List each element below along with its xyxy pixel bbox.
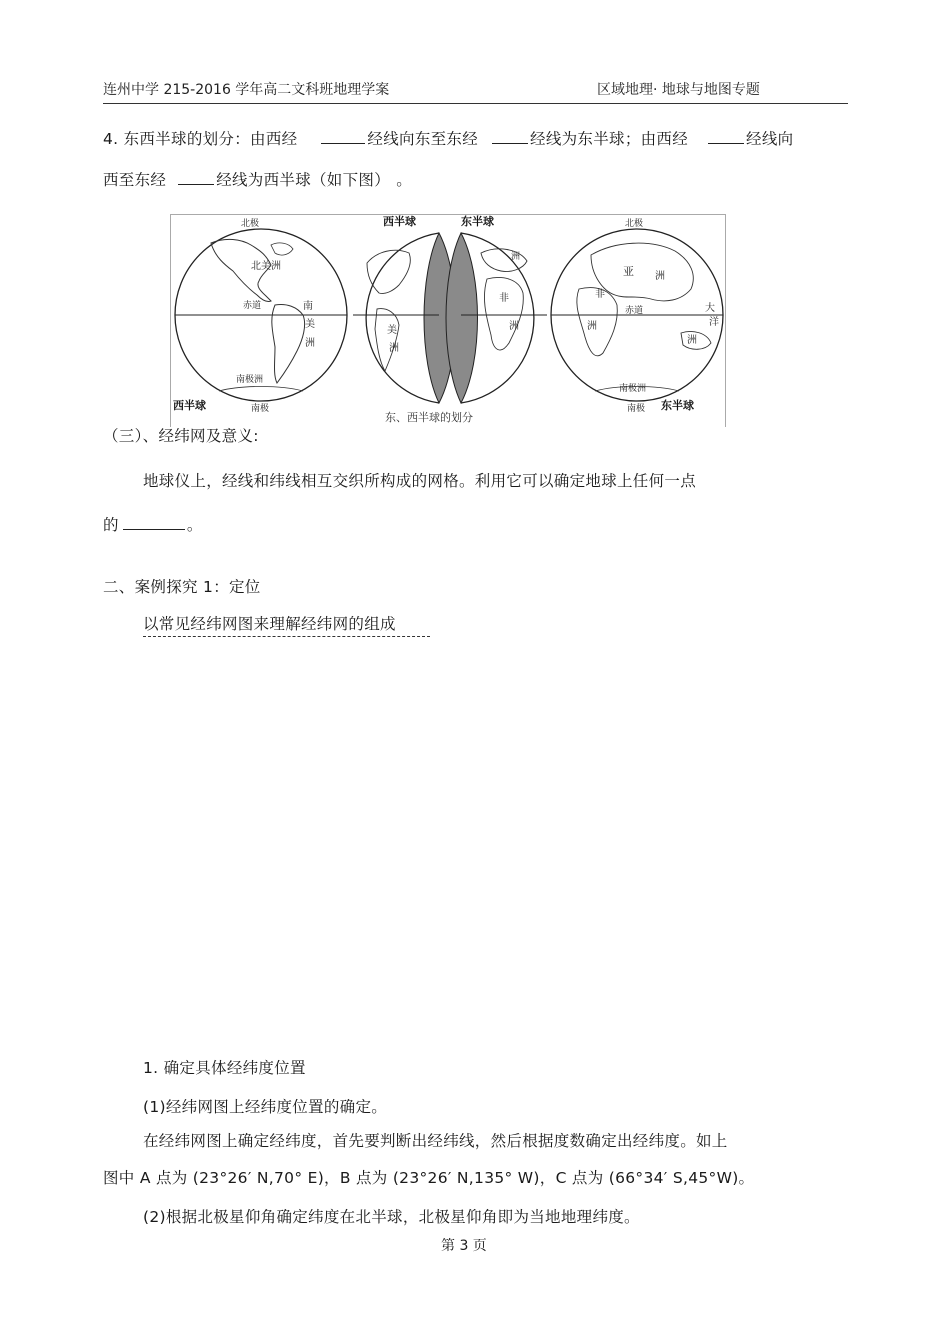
hemisphere-figure (170, 214, 726, 427)
section3-line1: 地球仪上，经线和纬线相互交织所构成的网格。利用它可以确定地球上任何一点 (143, 472, 697, 490)
case-study-subtitle (143, 612, 430, 634)
case-study-title: 二、案例探究 1：定位 (103, 578, 261, 596)
east-north-pole-label: 北极 (625, 219, 644, 229)
item4-text-2: 经线向东至东经 (367, 130, 479, 148)
item4-line1 (103, 127, 793, 149)
hemisphere-diagram (171, 215, 725, 427)
header-rule (103, 103, 848, 104)
item4-text-1: 4. 东西半球的划分：由西经 (103, 130, 298, 148)
sub1-para2: 在经纬网图上确定经纬度，首先要判断出经纬线，然后根据度数确定出经纬度。如上 (143, 1132, 728, 1150)
east-equator-label: 赤道 (625, 306, 644, 316)
sub1-para3: 图中 A 点为 (23°26′ N,70° E)，B 点为 (23°26′ N,135° W)，C 点为 (66°34′ S,45°W)。 (103, 1169, 755, 1187)
asia-label-1: 亚 (623, 265, 634, 278)
oceania-label-1: 大 (705, 303, 715, 314)
header-right: 区域地理· 地球与地图专题 (597, 82, 760, 98)
south-pole-label: 南极 (251, 404, 270, 414)
east-africa-label-2: 洲 (587, 321, 597, 332)
oceania-label-3: 洲 (687, 335, 697, 346)
item4-text-7: 。 (396, 171, 413, 189)
oceania-label-2: 洋 (709, 317, 719, 328)
north-america-label: 北美洲 (251, 261, 281, 272)
split-africa-label-2: 洲 (509, 321, 519, 332)
split-sa-label-1: 美 (387, 325, 397, 336)
figure-caption: 东、西半球的划分 (385, 411, 473, 424)
item4-line2 (103, 168, 412, 190)
split-west-title: 西半球 (383, 215, 416, 228)
item4-text-4: 经线向 (746, 130, 794, 148)
fill-blank[interactable] (708, 129, 744, 144)
sub1-para1: (1)经纬网图上经纬度位置的确定。 (143, 1098, 388, 1116)
split-globe (353, 215, 547, 403)
split-europe-label: 洲 (511, 252, 521, 262)
split-sa-label-2: 洲 (389, 343, 399, 354)
east-antarctica-label: 南极洲 (619, 384, 647, 394)
section3-text-1: 的 (103, 516, 119, 534)
sub1-para4: (2)根据北极星仰角确定纬度在北半球，北极星仰角即为当地地理纬度。 (143, 1208, 640, 1226)
south-america-label-3: 洲 (305, 338, 315, 349)
fill-blank[interactable] (492, 129, 528, 144)
east-south-pole-label: 南极 (627, 404, 646, 414)
item4-text-3: 经线为东半球；由西经 (530, 130, 689, 148)
section3-title: （三）、经纬网及意义: (103, 427, 259, 445)
south-america-label-2: 美 (305, 319, 315, 330)
fill-blank[interactable] (178, 170, 214, 185)
antarctica-label: 南极洲 (236, 375, 264, 385)
north-pole-label: 北极 (241, 219, 260, 229)
asia-label-2: 洲 (655, 271, 665, 282)
western-hemisphere-globe (173, 217, 347, 414)
header-left: 连州中学 215-2016 学年高二文科班地理学案 (103, 82, 390, 98)
section3-text-2: 。 (186, 516, 203, 534)
fill-blank[interactable] (123, 515, 185, 530)
sub1-title: 1. 确定具体经纬度位置 (143, 1059, 306, 1077)
west-hemisphere-title: 西半球 (173, 399, 206, 412)
south-america-label-1: 南 (303, 301, 313, 312)
split-east-title: 东半球 (461, 215, 494, 228)
section3-line2 (103, 513, 203, 535)
east-hemisphere-title: 东半球 (661, 399, 694, 412)
case-study-subtitle-text: 以常见经纬网图来理解经纬网的组成 (143, 615, 430, 637)
item4-text-5: 西至东经 (103, 171, 167, 189)
eastern-hemisphere-globe (551, 217, 723, 414)
item4-text-6: 经线为西半球（如下图） (216, 171, 383, 189)
split-africa-label-1: 非 (499, 293, 509, 304)
fill-blank[interactable] (321, 129, 365, 144)
east-africa-label-1: 非 (595, 289, 605, 300)
equator-label: 赤道 (243, 301, 262, 311)
page-number: 第 3 页 (441, 1238, 487, 1254)
